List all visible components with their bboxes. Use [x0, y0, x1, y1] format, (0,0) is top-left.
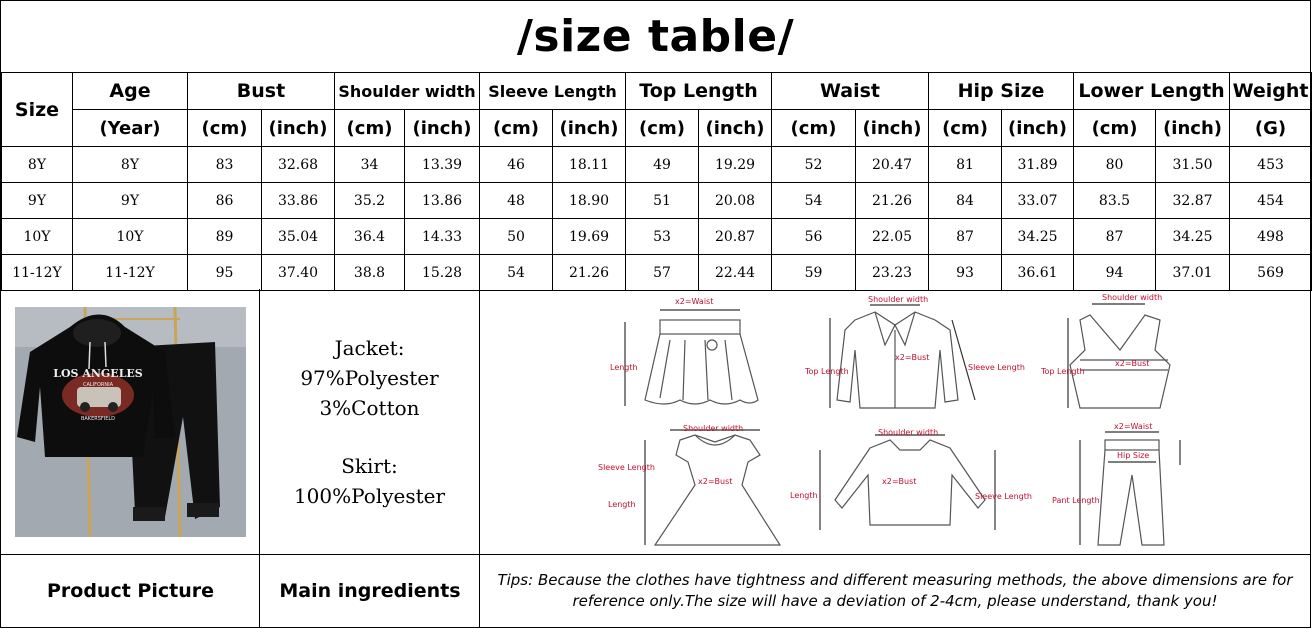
table-row [2, 147, 1312, 183]
cell-top-length-inch: 20.87 [699, 219, 772, 255]
cell-top-length-cm: 51 [626, 183, 699, 219]
cell-weight: 569 [1230, 255, 1312, 291]
cell-age: 9Y [73, 183, 188, 219]
cell-shoulder-inch: 13.39 [405, 147, 480, 183]
cell-lower-length-cm: 94 [1074, 255, 1156, 291]
cell-waist-cm: 59 [772, 255, 856, 291]
header-row-2 [2, 110, 1312, 147]
label-sleeve-length: Sleeve Length [975, 492, 1032, 501]
pants-diagram [1080, 432, 1180, 545]
header-bust: Bust [188, 73, 335, 110]
label-length: Length [610, 363, 638, 372]
cell-hip-cm: 93 [929, 255, 1002, 291]
cell-top-length-inch: 22.44 [699, 255, 772, 291]
cell-size: 8Y [2, 147, 73, 183]
table-row [2, 255, 1312, 291]
unit-inch: (inch) [405, 110, 480, 147]
unit-cm: (cm) [335, 110, 405, 147]
cell-lower-length-cm: 83.5 [1074, 183, 1156, 219]
cell-hip-cm: 87 [929, 219, 1002, 255]
header-lower-length: Lower Length [1074, 73, 1230, 110]
cell-bust-cm: 86 [188, 183, 262, 219]
cell-age: 11-12Y [73, 255, 188, 291]
cell-sleeve-inch: 19.69 [553, 219, 626, 255]
table-row [2, 219, 1312, 255]
unit-cm: (cm) [1074, 110, 1156, 147]
label-x2-bust: x2=Bust [698, 477, 733, 486]
cell-top-length-cm: 49 [626, 147, 699, 183]
skirt-diagram [625, 310, 758, 406]
label-sleeve-length: Sleeve Length [968, 363, 1025, 372]
measurement-diagrams [480, 290, 1310, 554]
cell-hip-cm: 84 [929, 183, 1002, 219]
cell-lower-length-cm: 87 [1074, 219, 1156, 255]
label-x2-bust: x2=Bust [882, 477, 917, 486]
label-pant-length: Pant Length [1052, 496, 1100, 505]
cell-waist-inch: 23.23 [856, 255, 929, 291]
cell-shoulder-cm: 34 [335, 147, 405, 183]
tips-text: Tips: Because the clothes have tightness and different measuring methods, the above dimensions are for reference only.The size will have a deviation of 2-4cm, please understand, thank you! [497, 571, 1293, 610]
cell-bust-inch: 32.68 [262, 147, 335, 183]
jacket-material-2: 3%Cotton [319, 396, 420, 420]
unit-inch: (inch) [553, 110, 626, 147]
unit-cm: (cm) [772, 110, 856, 147]
header-top-length: Top Length [626, 73, 772, 110]
cell-lower-length-inch: 37.01 [1156, 255, 1230, 291]
cell-age: 10Y [73, 219, 188, 255]
cell-waist-cm: 52 [772, 147, 856, 183]
dress-diagram [645, 430, 780, 545]
label-x2-waist: x2=Waist [675, 297, 714, 306]
ingredients-text [260, 290, 479, 554]
label-top-length: Top Length [805, 367, 849, 376]
cell-bust-cm: 89 [188, 219, 262, 255]
cell-size: 9Y [2, 183, 73, 219]
product-picture-label: Product Picture [46, 580, 214, 602]
label-shoulder-width: Shoulder width [1102, 293, 1163, 302]
cell-waist-inch: 20.47 [856, 147, 929, 183]
cell-lower-length-cm: 80 [1074, 147, 1156, 183]
tank-diagram [1068, 304, 1170, 408]
cell-hip-inch: 34.25 [1002, 219, 1074, 255]
cell-weight: 453 [1230, 147, 1312, 183]
cell-bust-inch: 37.40 [262, 255, 335, 291]
header-size: Size [2, 73, 73, 147]
cell-top-length-cm: 57 [626, 255, 699, 291]
label-x2-bust: x2=Bust [1115, 359, 1150, 368]
label-shoulder-width: Shoulder width [868, 295, 929, 304]
unit-cm: (cm) [929, 110, 1002, 147]
cell-hip-cm: 81 [929, 147, 1002, 183]
cell-waist-cm: 54 [772, 183, 856, 219]
print-text-line1: LOS ANGELES [53, 367, 143, 380]
label-shoulder-width: Shoulder width [878, 428, 939, 437]
cell-sleeve-inch: 18.11 [553, 147, 626, 183]
cell-hip-inch: 36.61 [1002, 255, 1074, 291]
cell-waist-cm: 56 [772, 219, 856, 255]
print-text-line2: CALIFORNIA [82, 382, 114, 388]
product-photo [15, 307, 246, 537]
cell-waist-inch: 21.26 [856, 183, 929, 219]
cell-top-length-inch: 20.08 [699, 183, 772, 219]
unit-cm: (cm) [188, 110, 262, 147]
cell-shoulder-cm: 38.8 [335, 255, 405, 291]
unit-inch: (inch) [856, 110, 929, 147]
cell-sleeve-cm: 46 [480, 147, 553, 183]
label-length: Length [608, 500, 636, 509]
label-sleeve-length: Sleeve Length [598, 463, 655, 472]
cell-hip-inch: 31.89 [1002, 147, 1074, 183]
cell-lower-length-inch: 34.25 [1156, 219, 1230, 255]
cell-weight: 498 [1230, 219, 1312, 255]
header-sleeve-length: Sleeve Length [480, 73, 626, 110]
cell-sleeve-inch: 18.90 [553, 183, 626, 219]
unit-inch: (inch) [1156, 110, 1230, 147]
label-shoulder-width: Shoulder width [683, 424, 744, 433]
cell-size: 10Y [2, 219, 73, 255]
cell-weight: 454 [1230, 183, 1312, 219]
cell-shoulder-cm: 36.4 [335, 219, 405, 255]
cell-top-length-cm: 53 [626, 219, 699, 255]
header-hip-size: Hip Size [929, 73, 1074, 110]
page-title: /size table/ [1, 1, 1310, 73]
skirt-label: Skirt: [341, 454, 398, 478]
cell-sleeve-inch: 21.26 [553, 255, 626, 291]
header-age: Age [73, 73, 188, 110]
unit-cm: (cm) [626, 110, 699, 147]
label-x2-waist: x2=Waist [1114, 422, 1153, 431]
cell-bust-cm: 95 [188, 255, 262, 291]
unit-cm: (cm) [480, 110, 553, 147]
jacket-label: Jacket: [334, 336, 405, 360]
jacket-material-1: 97%Polyester [300, 366, 439, 390]
unit-inch: (inch) [1002, 110, 1074, 147]
cell-shoulder-inch: 14.33 [405, 219, 480, 255]
header-shoulder-width: Shoulder width [335, 73, 480, 110]
skirt-material-1: 100%Polyester [293, 484, 446, 508]
cell-bust-inch: 35.04 [262, 219, 335, 255]
cell-hip-inch: 33.07 [1002, 183, 1074, 219]
cell-shoulder-cm: 35.2 [335, 183, 405, 219]
cell-lower-length-inch: 31.50 [1156, 147, 1230, 183]
main-ingredients-label: Main ingredients [279, 580, 461, 602]
label-hip-size: Hip Size [1117, 451, 1150, 460]
product-illustration [15, 307, 246, 537]
cell-bust-cm: 83 [188, 147, 262, 183]
cell-bust-inch: 33.86 [262, 183, 335, 219]
cell-size: 11-12Y [2, 255, 73, 291]
size-table [1, 72, 1312, 291]
cell-shoulder-inch: 13.86 [405, 183, 480, 219]
unit-inch: (inch) [262, 110, 335, 147]
cell-top-length-inch: 19.29 [699, 147, 772, 183]
cell-shoulder-inch: 15.28 [405, 255, 480, 291]
header-weight: Weight [1230, 73, 1312, 110]
print-text-line3: BAKERSFIELD [80, 416, 116, 422]
unit-gram: (G) [1230, 110, 1312, 147]
label-length: Length [790, 491, 818, 500]
table-row [2, 183, 1312, 219]
cell-lower-length-inch: 32.87 [1156, 183, 1230, 219]
cell-sleeve-cm: 50 [480, 219, 553, 255]
cell-sleeve-cm: 48 [480, 183, 553, 219]
header-row-1 [2, 73, 1312, 110]
unit-inch: (inch) [699, 110, 772, 147]
cell-age: 8Y [73, 147, 188, 183]
cell-sleeve-cm: 54 [480, 255, 553, 291]
header-waist: Waist [772, 73, 929, 110]
unit-year: (Year) [73, 110, 188, 147]
label-top-length: Top Length [1041, 367, 1085, 376]
label-x2-bust: x2=Bust [895, 353, 930, 362]
cell-waist-inch: 22.05 [856, 219, 929, 255]
